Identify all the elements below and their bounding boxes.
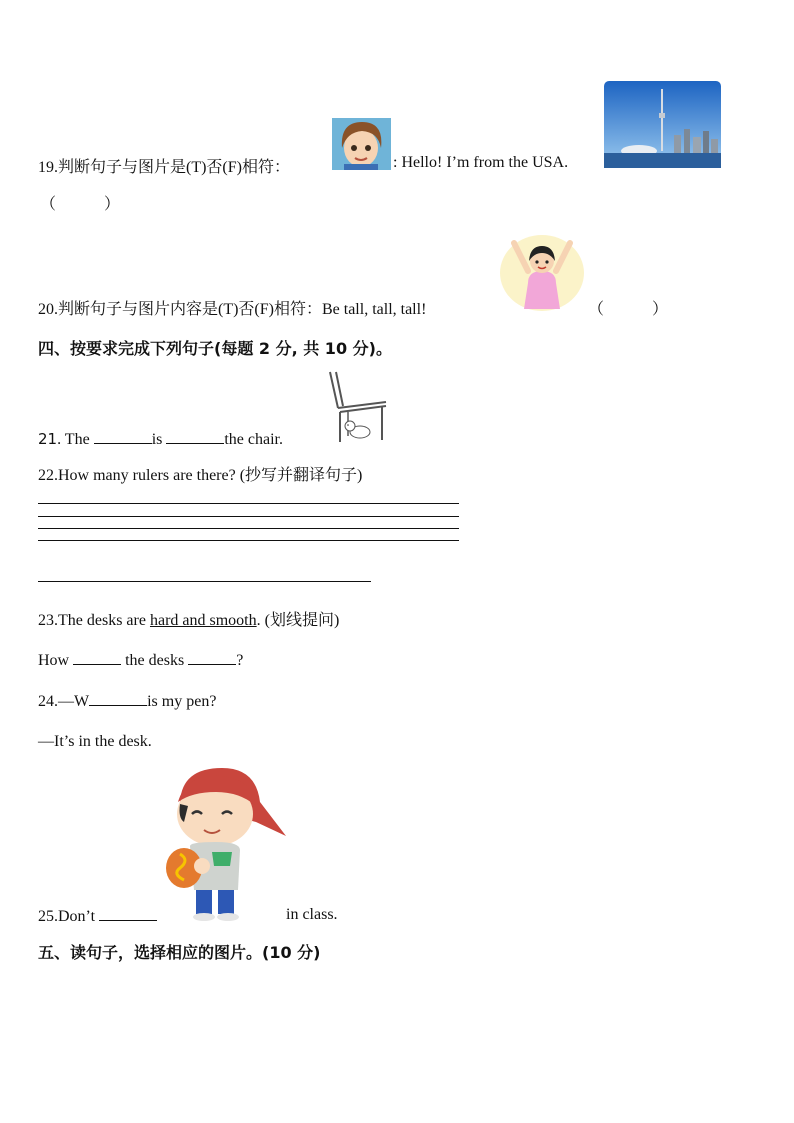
boy-portrait-image — [332, 118, 391, 170]
q21-sentence — [38, 429, 283, 449]
q23-underlined-phrase: hard and smooth — [149, 612, 257, 629]
q24-prefix: 24.—W — [38, 693, 90, 710]
q23-blank-1[interactable] — [73, 650, 121, 665]
q20-prompt: 20.判断句子与图片内容是(T)否(F)相符：Be tall, tall, tall! — [38, 301, 427, 318]
chair-with-dog-image — [326, 370, 388, 444]
q25-suffix: in class. — [286, 906, 338, 923]
section5-heading: 五、读句子，选择相应的图片。(10 分) — [38, 943, 321, 962]
q23-prompt — [38, 607, 339, 630]
q23-suffix: . (划线提问) — [256, 612, 340, 629]
q23-answer-prefix: How — [38, 652, 70, 669]
q20-answer-parens: （ ） — [588, 301, 669, 318]
q21-part3: the chair. — [224, 431, 283, 448]
q25-prefix: 25.Don’t — [38, 908, 96, 925]
boy-eating-image — [160, 762, 288, 922]
city-skyline-image — [604, 81, 721, 168]
q23-answer-end: ? — [236, 652, 244, 669]
q23-answer — [38, 650, 243, 670]
q22-answer-line-1[interactable] — [38, 503, 459, 504]
q25-blank[interactable] — [99, 906, 157, 921]
q23-blank-2[interactable] — [188, 650, 236, 665]
q21-number: 21 — [38, 430, 58, 448]
q21-blank-1[interactable] — [94, 429, 152, 444]
q24-question — [38, 691, 216, 711]
q23-answer-mid: the desks — [125, 652, 185, 669]
q22-answer-line-2[interactable] — [38, 516, 459, 517]
q24-suffix: is my pen? — [147, 693, 217, 710]
q22-prompt: 22.How many rulers are there? (抄写并翻译句子) — [38, 467, 363, 484]
girl-arms-up-image — [500, 231, 584, 311]
q24-blank[interactable] — [89, 691, 147, 706]
q19-prompt: 19.判断句子与图片是(T)否(F)相符： — [38, 159, 290, 176]
section4-heading: 四、按要求完成下列句子(每题 2 分, 共 10 分)。 — [38, 339, 392, 358]
q22-answer-line-4[interactable] — [38, 540, 459, 541]
q19-sentence: : Hello! I’m from the USA. — [393, 154, 569, 171]
q22-answer-line-3[interactable] — [38, 528, 459, 529]
q24-reply: —It’s in the desk. — [38, 733, 152, 750]
q21-blank-2[interactable] — [166, 429, 224, 444]
q19-answer-parens: （ ） — [40, 196, 121, 213]
q25-sentence — [38, 906, 157, 926]
q21-part1: . The — [57, 431, 90, 448]
q23-prefix: 23.The desks are — [38, 612, 150, 629]
q21-part2: is — [151, 431, 163, 448]
q22-answer-line-5[interactable] — [38, 581, 371, 582]
